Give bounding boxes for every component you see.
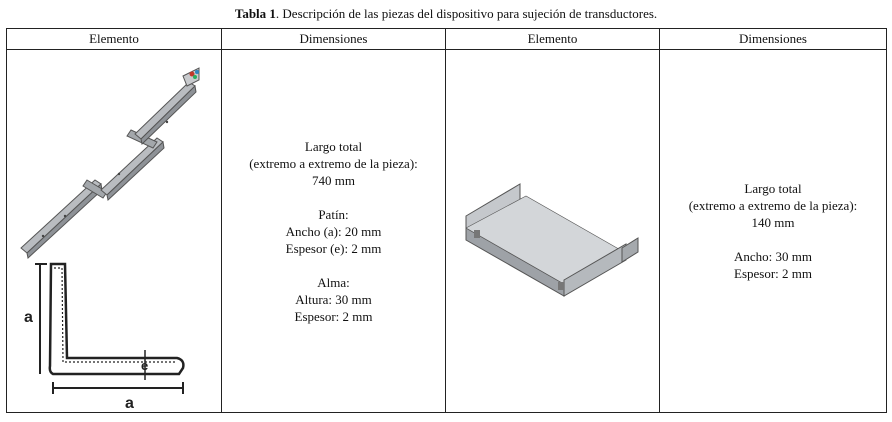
piece2-dimensions-cell bbox=[660, 50, 887, 413]
header-elemento-1: Elemento bbox=[7, 29, 222, 50]
diagram-label-a-horizontal: a bbox=[125, 395, 134, 412]
table-caption bbox=[0, 6, 892, 22]
diagram-label-e: e bbox=[141, 358, 149, 373]
piece1-length-note: (extremo a extremo de la pieza): bbox=[249, 155, 418, 171]
piece1-image-cell bbox=[7, 50, 222, 413]
caption-text: . Descripción de las piezas del dispositivo para sujeción de transductores. bbox=[275, 6, 658, 21]
diagram-label-a-vertical: a bbox=[24, 309, 33, 326]
header-dimensiones-1: Dimensiones bbox=[222, 29, 446, 50]
piece2-length-label: Largo total bbox=[744, 181, 802, 196]
piece2-length-value: 140 mm bbox=[751, 215, 795, 230]
piece1-patin-thickness: Espesor (e): 2 mm bbox=[285, 240, 382, 256]
piece1-profile-diagram bbox=[7, 262, 221, 422]
piece2-bracket-drawing bbox=[446, 156, 659, 306]
header-elemento-2: Elemento bbox=[446, 29, 660, 50]
header-dimensiones-2: Dimensiones bbox=[660, 29, 887, 50]
piece2-width: Ancho: 30 mm bbox=[734, 249, 812, 264]
piece2-length-note: (extremo a extremo de la pieza): bbox=[688, 198, 858, 213]
piece1-dimensions-cell bbox=[222, 50, 446, 413]
header-row bbox=[7, 29, 887, 50]
pieces-table bbox=[6, 28, 887, 413]
piece2-thickness: Espesor: 2 mm bbox=[734, 266, 812, 281]
piece1-alma-title: Alma: bbox=[317, 274, 350, 290]
piece1-length-label: Largo total bbox=[304, 138, 363, 154]
piece1-patin-title: Patín: bbox=[318, 206, 349, 222]
piece1-alma-thickness: Espesor: 2 mm bbox=[294, 308, 373, 324]
piece1-patin-width: Ancho (a): 20 mm bbox=[285, 223, 382, 239]
content-row bbox=[7, 50, 887, 413]
piece2-image-cell bbox=[446, 50, 660, 413]
piece1-length-value: 740 mm bbox=[312, 172, 355, 188]
piece1-alma-height: Altura: 30 mm bbox=[295, 291, 372, 307]
caption-label: Tabla 1 bbox=[234, 6, 276, 21]
